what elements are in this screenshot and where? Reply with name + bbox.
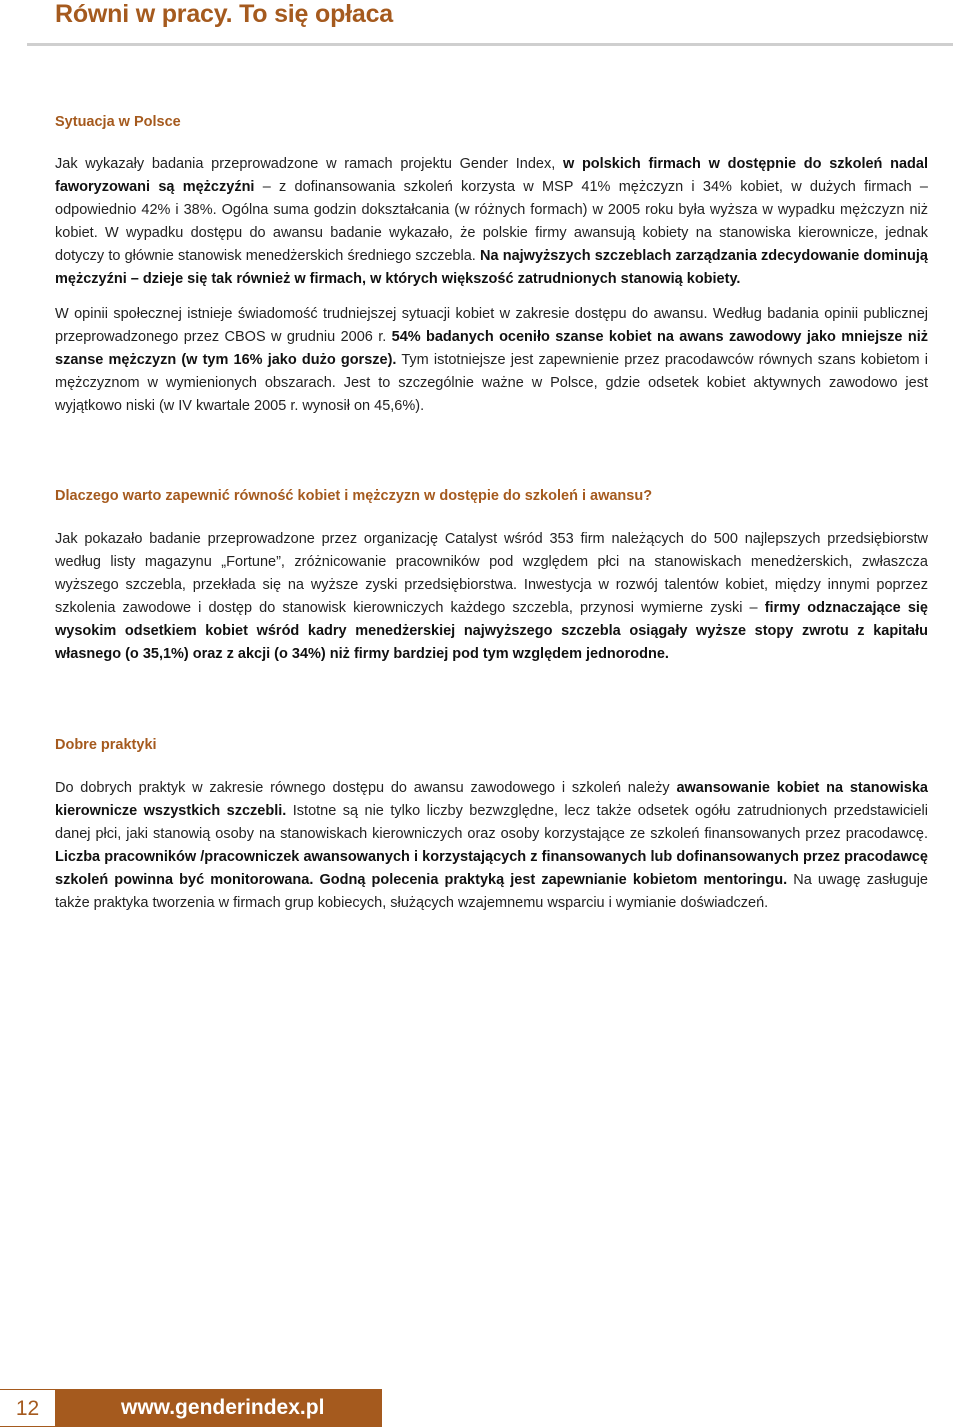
bold-text-run: Liczba pracowników /pracowniczek awansowanych i korzystających z finansowanych lub dofinansowanych przez pracodawcę szkoleń powinna być monitorowana. Godną polecenia praktyką jest zapewnianie kobietom mentoringu. <box>55 849 928 888</box>
section-heading: Dlaczego warto zapewnić równość kobiet i mężczyzn w dostępie do szkoleń i awansu? <box>55 488 653 504</box>
text-run: Istotne są nie tylko liczby bezwzględne, lecz także odsetek ogółu zatrudnionych przedstawicieli danej płci, jaki stanowią osoby na stanowiskach kierowniczych oraz osoby korzystające ze szkoleń finansowanych przez pracodawcę. <box>55 803 928 842</box>
bold-text-run: firmy odznaczające się wysokim odsetkiem kobiet wśród kadry menedżerskiej najwyższego szczebla osiągały wyższe stopy zwrotu z kapitału własnego (o 35,1%) oraz z akcji (o 34%) niż firmy bardziej pod tym względem jednorodne. <box>55 600 928 662</box>
section-sytuacja <box>55 113 928 418</box>
paragraph <box>55 777 928 915</box>
text-run: Na uwagę zasługuje także praktyka tworzenia w firmach grup kobiecych, służących wzajemnemu wsparciu i wymianie doświadczeń. <box>55 872 928 911</box>
paragraph <box>55 153 928 291</box>
bold-text-run: Na najwyższych szczeblach zarządzania zdecydowanie dominują mężczyźni – dzieje się tak również w firmach, w których większość zatrudnionych stanowią kobiety. <box>55 248 928 287</box>
page-title: Równi w pracy. To się opłaca <box>55 0 394 28</box>
text-run: Jak wykazały badania przeprowadzone w ramach projektu Gender Index, <box>55 156 563 172</box>
text-run: Do dobrych praktyk w zakresie równego dostępu do awansu zawodowego i szkoleń należy <box>55 780 677 796</box>
paragraph <box>55 528 928 666</box>
text-run: W opinii społecznej istnieje świadomość trudniejszej sytuacji kobiet w zakresie dostępu do awansu. Według badania opinii publicznej przeprowadzonego przez CBOS w grudniu 2006 r. <box>55 306 928 345</box>
page-number: 12 <box>0 1389 55 1427</box>
website-bar <box>55 1389 382 1427</box>
section-heading: Dobre praktyki <box>55 737 157 753</box>
paragraph <box>55 303 928 418</box>
text-run: Jak pokazało badanie przeprowadzone przez organizację Catalyst wśród 353 firm należących do 500 najlepszych przedsiębiorstw według listy magazynu „Fortune”, zróżnicowanie pracowników pod względem płci na stanowiskach menedżerskich, zwłaszcza wyższego szczebla, przekłada się na wyższe zyski przedsiębiorstwa. Inwestycja w rozwój talentów kobiet, między innymi poprzez szkolenia zawodowe i dostęp do stanowisk kierowniczych każdego szczebla, przynosi wymierne zyski – <box>55 531 928 616</box>
bold-text-run: awansowanie kobiet na stanowiska kierownicze wszystkich szczebli. <box>55 780 928 819</box>
header-divider <box>27 43 953 46</box>
section-heading: Sytuacja w Polsce <box>55 114 181 130</box>
text-run: – z dofinansowania szkoleń korzysta w MSP 41% mężczyzn i 34% kobiet, w dużych firmach – odpowiednio 42% i 38%. Ogólna suma godzin dokształcania (w różnych formach) w 2005 roku była wyższa w wypadku mężczyzn niż kobiet. W wypadku dostępu do awansu badanie wykazało, że polskie firmy awansują kobiety na stanowiska kierownicze, jednak dotyczy to głównie stanowisk menedżerskich średniego szczebla. <box>55 179 928 264</box>
text-run: Tym istotniejsze jest zapewnienie przez pracodawców równych szans kobietom i mężczyznom w wymienionych obszarach. Jest to szczególnie ważne w Polsce, gdzie odsetek kobiet aktywnych zawodowo jest wyjątkowo niski (w IV kwartale 2005 r. wynosił on 45,6%). <box>55 352 928 414</box>
website-link[interactable]: www.genderindex.pl <box>121 1396 325 1419</box>
bold-text-run: 54% badanych oceniło szanse kobiet na awans zawodowy jako mniejsze niż szanse mężczyzn (w tym 16% jako dużo gorsze). <box>55 329 928 368</box>
bold-text-run: w polskich firmach w dostępnie do szkoleń nadal faworyzowani są mężczyźni <box>55 156 928 195</box>
page-footer <box>0 1389 960 1427</box>
section-dobre-praktyki <box>55 736 928 915</box>
section-dlaczego <box>55 487 928 666</box>
